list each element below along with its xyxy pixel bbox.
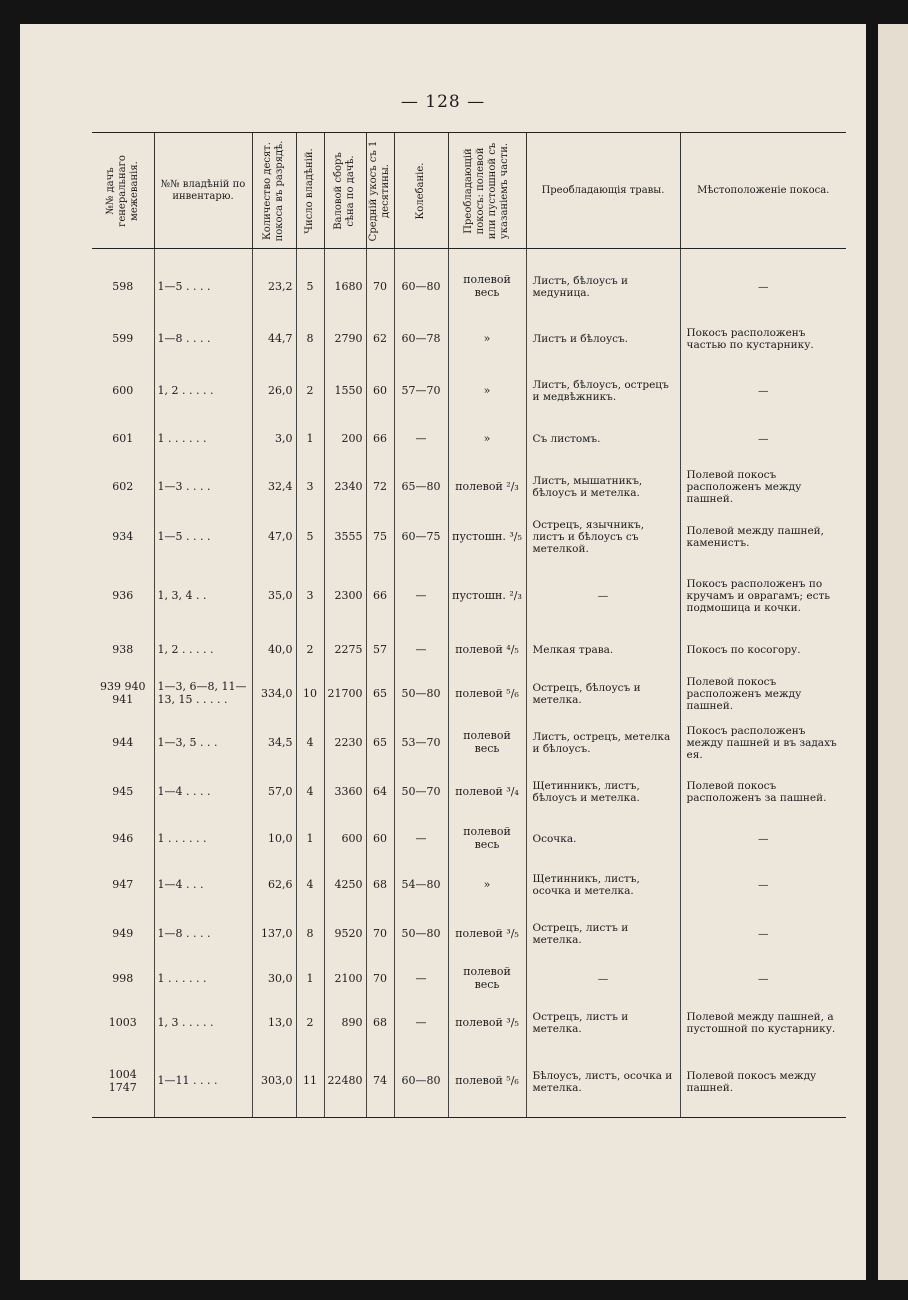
cell-mesto: —: [680, 861, 846, 909]
cell-valovoy: 2300: [324, 561, 366, 631]
cell-preobladayushchiy: полевой весь: [448, 959, 526, 999]
cell-chislo: 1: [296, 817, 324, 861]
cell-kolebanie: —: [394, 959, 448, 999]
header-dacha: №№ дачъ генеральнаго межеванія.: [92, 133, 154, 249]
cell-chislo: 3: [296, 561, 324, 631]
cell-kolebanie: 50—80: [394, 669, 448, 719]
cell-preobladayushchiy: пустошн. ²/₃: [448, 561, 526, 631]
cell-kolebanie: —: [394, 817, 448, 861]
cell-valovoy: 1550: [324, 365, 366, 417]
cell-kolebanie: 60—78: [394, 313, 448, 365]
cell-dacha: 949: [112, 926, 134, 940]
cell-valovoy: 600: [324, 817, 366, 861]
cell-desyatin: 32,4: [252, 461, 296, 513]
cell-valovoy: 2100: [324, 959, 366, 999]
cell-vladenie: 1, 2 . . . . .: [154, 365, 252, 417]
cell-desyatin: 30,0: [252, 959, 296, 999]
cell-travy: Бѣлоусъ, листъ, осочка и метелка.: [526, 1047, 680, 1117]
table-row: [92, 999, 846, 1047]
cell-kolebanie: —: [394, 631, 448, 669]
table-row: [92, 631, 846, 669]
header-row: [92, 133, 846, 249]
cell-valovoy: 3555: [324, 513, 366, 561]
cell-mesto: Полевой покосъ расположенъ за пашней.: [680, 767, 846, 817]
cell-kolebanie: —: [394, 417, 448, 461]
cell-vladenie: 1—4 . . . .: [154, 767, 252, 817]
cell-valovoy: 2340: [324, 461, 366, 513]
cell-sredniy: 70: [366, 909, 394, 959]
cell-chislo: 4: [296, 719, 324, 767]
cell-mesto: Полевой между пашней, каменистъ.: [680, 513, 846, 561]
table-row: [92, 313, 846, 365]
cell-travy: Острецъ, листъ и метелка.: [526, 909, 680, 959]
cell-preobladayushchiy: полевой весь: [448, 261, 526, 313]
cell-travy: Щетинникъ, листъ, осочка и метелка.: [526, 861, 680, 909]
cell-dacha: 938: [112, 642, 134, 656]
cell-dacha: 945: [112, 784, 134, 798]
cell-dacha: 601: [112, 431, 134, 445]
cell-sredniy: 70: [366, 959, 394, 999]
cell-travy: Острецъ, бѣлоусъ и метелка.: [526, 669, 680, 719]
cell-vladenie: 1 . . . . . .: [154, 417, 252, 461]
table-row: [92, 909, 846, 959]
cell-vladenie: 1—8 . . . .: [154, 313, 252, 365]
cell-chislo: 4: [296, 861, 324, 909]
cell-travy: Съ листомъ.: [526, 417, 680, 461]
cell-mesto: Покосъ расположенъ по кручамъ и оврагамъ; есть подмошица и кочки.: [680, 561, 846, 631]
hay-table: [92, 132, 846, 1118]
header-sredniy: Средній укосъ съ 1 десятины.: [366, 133, 394, 249]
cell-dacha: 944: [112, 735, 134, 749]
cell-preobladayushchiy: полевой ³/₄: [448, 767, 526, 817]
cell-preobladayushchiy: »: [448, 861, 526, 909]
cell-travy: Осочка.: [526, 817, 680, 861]
cell-mesto: —: [680, 417, 846, 461]
cell-sredniy: 75: [366, 513, 394, 561]
cell-vladenie: 1—8 . . . .: [154, 909, 252, 959]
cell-sredniy: 65: [366, 719, 394, 767]
cell-valovoy: 4250: [324, 861, 366, 909]
cell-sredniy: 66: [366, 417, 394, 461]
cell-sredniy: 57: [366, 631, 394, 669]
cell-preobladayushchiy: пустошн. ³/₅: [448, 513, 526, 561]
cell-valovoy: 2790: [324, 313, 366, 365]
cell-valovoy: 1680: [324, 261, 366, 313]
cell-preobladayushchiy: »: [448, 313, 526, 365]
table-row: [92, 417, 846, 461]
cell-preobladayushchiy: полевой ³/₅: [448, 999, 526, 1047]
cell-mesto: Полевой между пашней, а пустошной по кустарнику.: [680, 999, 846, 1047]
cell-kolebanie: 57—70: [394, 365, 448, 417]
cell-dacha: 598: [112, 279, 134, 293]
cell-valovoy: 9520: [324, 909, 366, 959]
header-vladenie: №№ владѣній по инвентарю.: [154, 133, 252, 249]
cell-kolebanie: 60—80: [394, 261, 448, 313]
cell-desyatin: 35,0: [252, 561, 296, 631]
cell-preobladayushchiy: полевой весь: [448, 817, 526, 861]
cell-mesto: —: [680, 817, 846, 861]
cell-mesto: Покосъ расположенъ между пашней и въ задахъ ея.: [680, 719, 846, 767]
cell-kolebanie: 50—70: [394, 767, 448, 817]
header-travy: Преобладающія травы.: [526, 133, 680, 249]
cell-dacha: 1003: [108, 1015, 137, 1029]
cell-sredniy: 68: [366, 861, 394, 909]
cell-vladenie: 1—11 . . . .: [154, 1047, 252, 1117]
cell-preobladayushchiy: »: [448, 417, 526, 461]
cell-travy: Острецъ, листъ и метелка.: [526, 999, 680, 1047]
cell-sredniy: 60: [366, 817, 394, 861]
cell-kolebanie: 53—70: [394, 719, 448, 767]
cell-vladenie: 1—3 . . . .: [154, 461, 252, 513]
page-sheet: [20, 24, 866, 1280]
cell-travy: Острецъ, язычникъ, листъ и бѣлоусъ съ метелкой.: [526, 513, 680, 561]
cell-kolebanie: —: [394, 561, 448, 631]
cell-desyatin: 44,7: [252, 313, 296, 365]
cell-travy: Мелкая трава.: [526, 631, 680, 669]
table-row: [92, 861, 846, 909]
cell-dacha: 947: [112, 877, 134, 891]
cell-desyatin: 26,0: [252, 365, 296, 417]
cell-desyatin: 57,0: [252, 767, 296, 817]
cell-vladenie: 1, 3, 4 . .: [154, 561, 252, 631]
cell-chislo: 5: [296, 513, 324, 561]
cell-chislo: 3: [296, 461, 324, 513]
cell-chislo: 2: [296, 631, 324, 669]
cell-travy: —: [526, 959, 680, 999]
cell-mesto: Полевой покосъ расположенъ между пашней.: [680, 669, 846, 719]
cell-preobladayushchiy: полевой ⁵/₆: [448, 1047, 526, 1117]
cell-desyatin: 23,2: [252, 261, 296, 313]
cell-desyatin: 10,0: [252, 817, 296, 861]
table-row: [92, 461, 846, 513]
cell-sredniy: 60: [366, 365, 394, 417]
cell-dacha: 599: [112, 331, 134, 345]
table-row: [92, 767, 846, 817]
header-kolebanie: Колебаніе.: [394, 133, 448, 249]
cell-sredniy: 72: [366, 461, 394, 513]
cell-kolebanie: 50—80: [394, 909, 448, 959]
cell-vladenie: 1 . . . . . .: [154, 817, 252, 861]
cell-desyatin: 34,5: [252, 719, 296, 767]
cell-dacha: 946: [112, 831, 134, 845]
cell-desyatin: 13,0: [252, 999, 296, 1047]
cell-mesto: —: [680, 959, 846, 999]
cell-vladenie: 1, 3 . . . . .: [154, 999, 252, 1047]
cell-preobladayushchiy: полевой ²/₃: [448, 461, 526, 513]
cell-sredniy: 70: [366, 261, 394, 313]
cell-mesto: —: [680, 365, 846, 417]
table-row: [92, 365, 846, 417]
cell-dacha: 936: [112, 588, 134, 602]
cell-vladenie: 1 . . . . . .: [154, 959, 252, 999]
cell-kolebanie: —: [394, 999, 448, 1047]
cell-vladenie: 1—3, 6—8, 11—13, 15 . . . . .: [154, 669, 252, 719]
cell-mesto: Полевой покосъ между пашней.: [680, 1047, 846, 1117]
cell-chislo: 2: [296, 365, 324, 417]
cell-mesto: Покосъ расположенъ частью по кустарнику.: [680, 313, 846, 365]
cell-preobladayushchiy: полевой весь: [448, 719, 526, 767]
cell-chislo: 1: [296, 959, 324, 999]
cell-kolebanie: 60—75: [394, 513, 448, 561]
table-row: [92, 959, 846, 999]
cell-sredniy: 68: [366, 999, 394, 1047]
header-valovoy: Валовой сборъ сѣна по дачѣ.: [324, 133, 366, 249]
cell-desyatin: 47,0: [252, 513, 296, 561]
page-number: — 128 —: [400, 92, 486, 112]
cell-travy: Листъ, мышатникъ, бѣлоусъ и метелка.: [526, 461, 680, 513]
cell-desyatin: 334,0: [252, 669, 296, 719]
header-mesto: Мѣстоположеніе покоса.: [680, 133, 846, 249]
cell-valovoy: 22480: [324, 1047, 366, 1117]
cell-sredniy: 66: [366, 561, 394, 631]
cell-chislo: 10: [296, 669, 324, 719]
cell-kolebanie: 65—80: [394, 461, 448, 513]
cell-vladenie: 1, 2 . . . . .: [154, 631, 252, 669]
cell-travy: Листъ, острецъ, метелка и бѣлоусъ.: [526, 719, 680, 767]
cell-chislo: 11: [296, 1047, 324, 1117]
cell-chislo: 2: [296, 999, 324, 1047]
cell-desyatin: 137,0: [252, 909, 296, 959]
cell-desyatin: 62,6: [252, 861, 296, 909]
cell-dacha: 939 940 941: [100, 680, 146, 706]
cell-mesto: —: [680, 261, 846, 313]
cell-mesto: —: [680, 909, 846, 959]
cell-preobladayushchiy: полевой ⁵/₆: [448, 669, 526, 719]
cell-valovoy: 2230: [324, 719, 366, 767]
cell-vladenie: 1—5 . . . .: [154, 513, 252, 561]
cell-travy: Листъ, бѣлоусъ и медуница.: [526, 261, 680, 313]
cell-sredniy: 62: [366, 313, 394, 365]
cell-chislo: 8: [296, 909, 324, 959]
cell-dacha: 998: [112, 971, 134, 985]
header-desyatin: Количество десят. покоса въ разрядѣ.: [252, 133, 296, 249]
cell-valovoy: 3360: [324, 767, 366, 817]
cell-travy: Листъ, бѣлоусъ, острецъ и медвѣжникъ.: [526, 365, 680, 417]
cell-valovoy: 21700: [324, 669, 366, 719]
cell-preobladayushchiy: полевой ⁴/₅: [448, 631, 526, 669]
cell-vladenie: 1—4 . . .: [154, 861, 252, 909]
cell-vladenie: 1—5 . . . .: [154, 261, 252, 313]
cell-travy: Щетинникъ, листъ, бѣлоусъ и метелка.: [526, 767, 680, 817]
table-row: [92, 513, 846, 561]
cell-valovoy: 200: [324, 417, 366, 461]
cell-sredniy: 64: [366, 767, 394, 817]
cell-travy: Листъ и бѣлоусъ.: [526, 313, 680, 365]
cell-kolebanie: 54—80: [394, 861, 448, 909]
cell-dacha: 1004 1747: [92, 1047, 154, 1117]
cell-preobladayushchiy: »: [448, 365, 526, 417]
cell-sredniy: 74: [366, 1047, 394, 1117]
cell-travy: —: [526, 561, 680, 631]
cell-chislo: 4: [296, 767, 324, 817]
cell-valovoy: 890: [324, 999, 366, 1047]
cell-desyatin: 40,0: [252, 631, 296, 669]
cell-chislo: 5: [296, 261, 324, 313]
table-row: [92, 669, 846, 719]
cell-chislo: 1: [296, 417, 324, 461]
header-preobladayushchiy: Преобладающій покосъ: полевой или пустошной съ указаніемъ части.: [448, 133, 526, 249]
table-row: [92, 561, 846, 631]
cell-mesto: Полевой покосъ расположенъ между пашней.: [680, 461, 846, 513]
cell-sredniy: 65: [366, 669, 394, 719]
cell-desyatin: 303,0: [252, 1047, 296, 1117]
cell-dacha: 934: [112, 529, 134, 543]
next-page-edge: [878, 24, 908, 1280]
cell-vladenie: 1—3, 5 . . .: [154, 719, 252, 767]
cell-chislo: 8: [296, 313, 324, 365]
cell-dacha: 602: [112, 479, 134, 493]
cell-valovoy: 2275: [324, 631, 366, 669]
table-row: [92, 261, 846, 313]
table-row: [92, 1047, 846, 1117]
cell-kolebanie: 60—80: [394, 1047, 448, 1117]
cell-desyatin: 3,0: [252, 417, 296, 461]
table-row: [92, 719, 846, 767]
cell-preobladayushchiy: полевой ³/₅: [448, 909, 526, 959]
header-chislo: Число владѣній.: [296, 133, 324, 249]
cell-dacha: 600: [112, 383, 134, 397]
cell-mesto: Покосъ по косогору.: [680, 631, 846, 669]
table-row: [92, 817, 846, 861]
